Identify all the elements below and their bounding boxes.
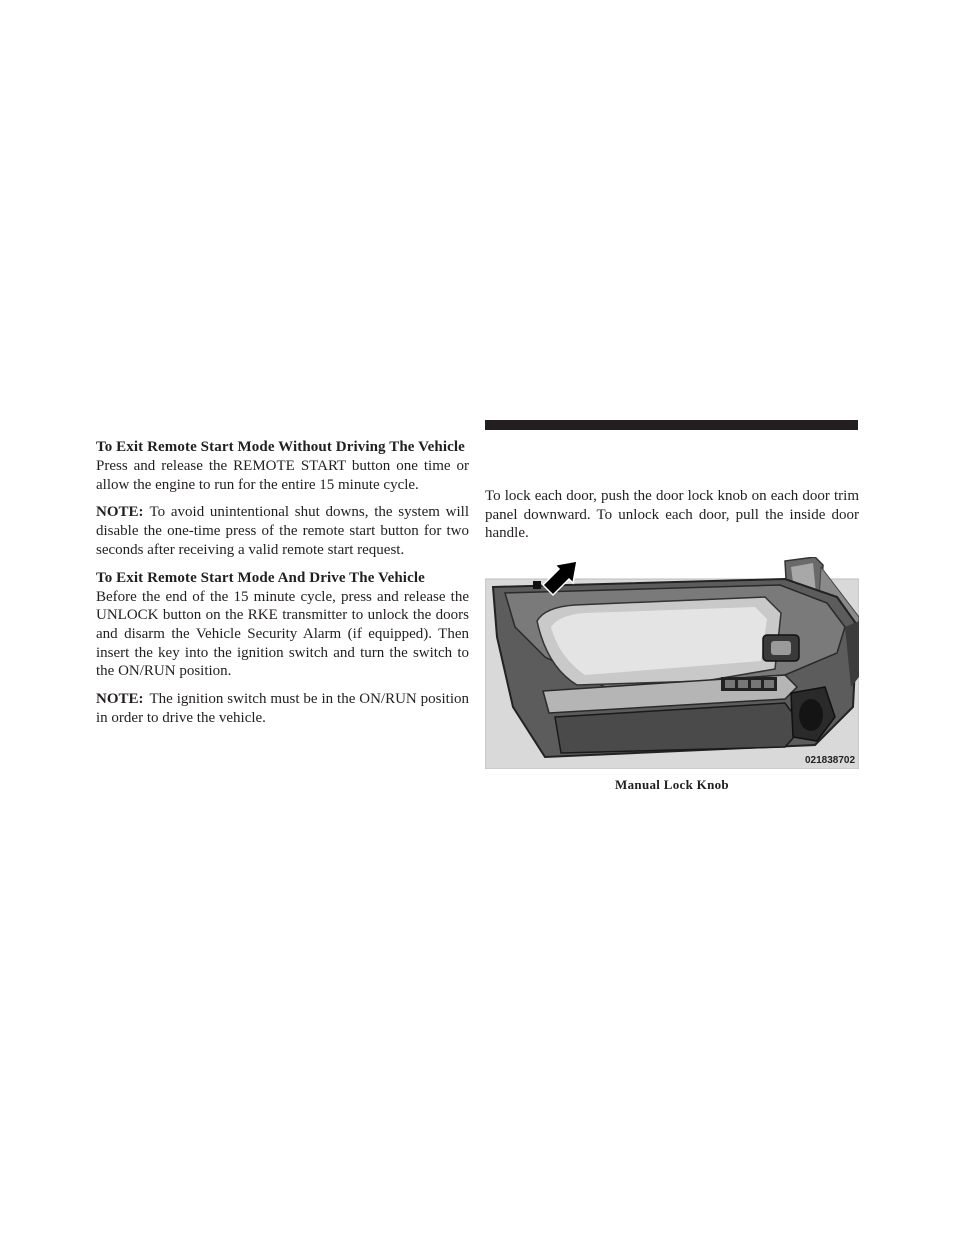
- figure-code: 021838702: [805, 755, 856, 767]
- section-rule: [485, 420, 858, 430]
- right-column: [485, 420, 859, 793]
- left-column: [96, 438, 469, 727]
- note-text: The ignition switch must be in the ON/RUN position in order to drive the vehicle.: [96, 691, 469, 726]
- note-label: NOTE:: [96, 504, 144, 521]
- paragraph-exit-without-driving: Press and release the REMOTE START button one time or allow the engine to run for the entire 15 minute cycle.: [96, 458, 469, 493]
- paragraph-exit-and-drive: Before the end of the 15 minute cycle, press and release the UNLOCK button on the RKE transmitter to unlock the doors and disarm the Vehicle Security Alarm (if equipped). Then insert the key into the ignition switch and turn the switch to the ON/RUN position.: [96, 588, 469, 680]
- door-trim-figure: [485, 557, 859, 769]
- heading-exit-and-drive: To Exit Remote Start Mode And Drive The Vehicle: [96, 569, 425, 586]
- note-label: NOTE:: [96, 691, 144, 708]
- note-ignition-switch: [96, 690, 469, 727]
- heading-exit-without-driving: To Exit Remote Start Mode Without Driving The Vehicle: [96, 439, 465, 455]
- door-panel-illustration: [485, 557, 859, 769]
- paragraph-manual-door-locks: To lock each door, push the door lock knob on each door trim panel downward. To unlock each door, pull the inside door handle.: [485, 488, 859, 542]
- note-unintentional-shutdown: [96, 503, 469, 559]
- note-text: To avoid unintentional shut downs, the system will disable the one-time press of the remote start button for two seconds after receiving a valid remote start request.: [96, 504, 469, 558]
- figure-caption: Manual Lock Knob: [615, 777, 729, 793]
